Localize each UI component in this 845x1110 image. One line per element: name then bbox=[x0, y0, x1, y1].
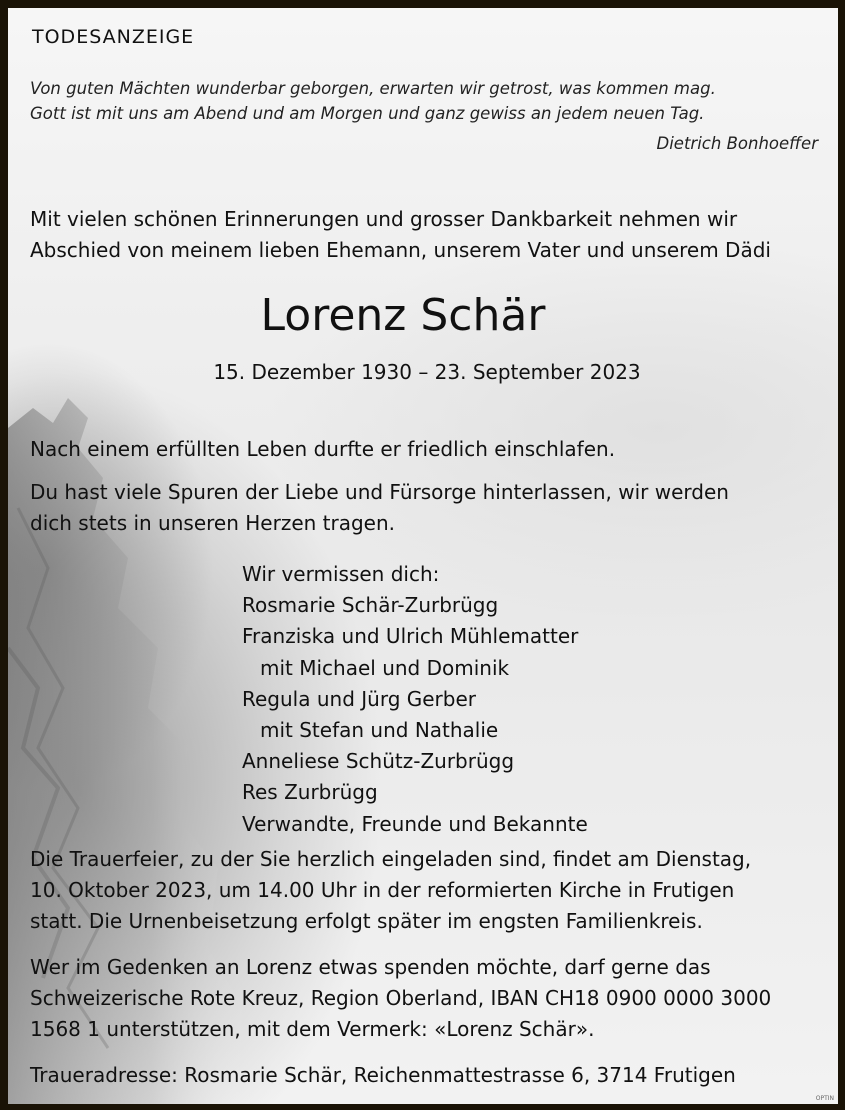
quote-author: Dietrich Bonhoeffer bbox=[656, 134, 818, 153]
mourner-entry: Franziska und Ulrich Mühlematter bbox=[242, 624, 579, 649]
paragraph-line: Du hast viele Spuren der Liebe und Fürsorge hinterlassen, wir werden bbox=[30, 480, 729, 504]
mourner-entry-sub: mit Michael und Dominik bbox=[260, 655, 510, 680]
notice-type-label: TODESANZEIGE bbox=[32, 26, 195, 48]
publisher-mark: OPTIN bbox=[815, 1095, 834, 1102]
intro-text bbox=[30, 204, 771, 266]
mourners-heading: Wir vermissen dich: bbox=[242, 562, 440, 586]
mourning-address bbox=[30, 1060, 736, 1091]
paragraph-legacy bbox=[30, 477, 729, 539]
intro-line: Mit vielen schönen Erinnerungen und grosser Dankbarkeit nehmen wir bbox=[30, 207, 738, 231]
mourner-entry-sub: mit Stefan und Nathalie bbox=[260, 718, 499, 743]
donation-line: Schweizerische Rote Kreuz, Region Oberland, IBAN CH18 0900 0000 3000 bbox=[30, 986, 772, 1010]
address-line: Traueradresse: Rosmarie Schär, Reichenmattestrasse 6, 3714 Frutigen bbox=[30, 1063, 736, 1087]
donation-details bbox=[30, 952, 771, 1045]
paragraph-line: Nach einem erfüllten Leben durfte er friedlich einschlafen. bbox=[30, 437, 616, 461]
mourner-entry: Verwandte, Freunde und Bekannte bbox=[242, 811, 588, 836]
mourner-entry: Anneliese Schütz-Zurbrügg bbox=[242, 749, 515, 774]
mourner-entry: Regula und Jürg Gerber bbox=[242, 686, 476, 711]
paragraph-peaceful bbox=[30, 434, 615, 465]
quote-line: Gott ist mit uns am Abend und am Morgen und ganz gewiss an jedem neuen Tag. bbox=[30, 104, 705, 123]
funeral-details bbox=[30, 844, 751, 937]
quote-line: Von guten Mächten wunderbar geborgen, erwarten wir getrost, was kommen mag. bbox=[30, 79, 716, 98]
funeral-line: 10. Oktober 2023, um 14.00 Uhr in der reformierten Kirche in Frutigen bbox=[30, 878, 735, 902]
funeral-line: statt. Die Urnenbeisetzung erfolgt später im engsten Familienkreis. bbox=[30, 909, 703, 933]
donation-line: 1568 1 unterstützen, mit dem Vermerk: «Lorenz Schär». bbox=[30, 1017, 595, 1041]
deceased-name: Lorenz Schär bbox=[260, 290, 546, 341]
death-notice-page bbox=[8, 8, 838, 1104]
funeral-line: Die Trauerfeier, zu der Sie herzlich eingeladen sind, findet am Dienstag, bbox=[30, 847, 752, 871]
paragraph-line: dich stets in unseren Herzen tragen. bbox=[30, 511, 396, 535]
intro-line: Abschied von meinem lieben Ehemann, unserem Vater und unserem Dädi bbox=[30, 238, 771, 262]
life-dates: 15. Dezember 1930 – 23. September 2023 bbox=[213, 360, 641, 384]
mourners-list bbox=[242, 559, 588, 840]
bonhoeffer-quote bbox=[30, 76, 716, 126]
mourner-entry: Rosmarie Schär-Zurbrügg bbox=[242, 593, 499, 618]
mourner-entry: Res Zurbrügg bbox=[242, 780, 378, 805]
donation-line: Wer im Gedenken an Lorenz etwas spenden möchte, darf gerne das bbox=[30, 955, 711, 979]
